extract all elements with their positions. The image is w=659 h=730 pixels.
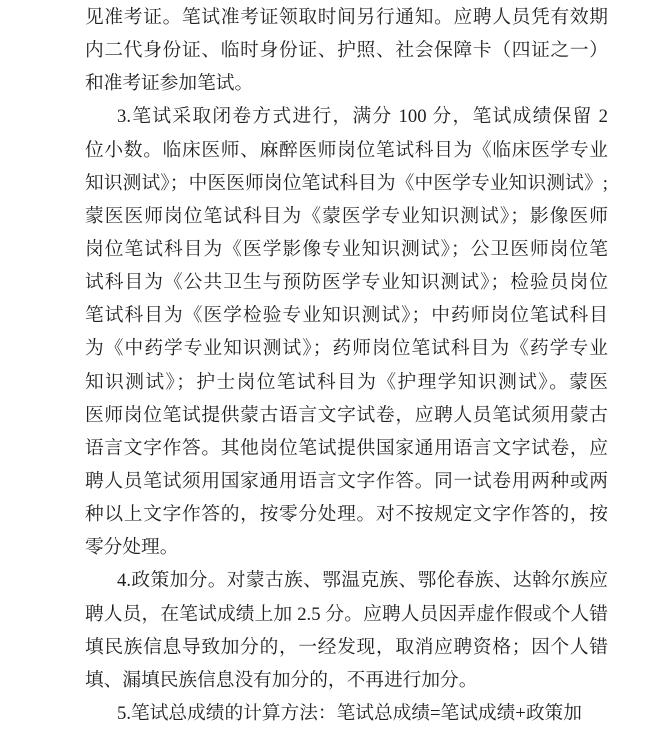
document-text-block <box>85 1 608 730</box>
text-line: 3.笔试采取闭卷方式进行，满分 100 分，笔试成绩保留 2 <box>117 106 608 128</box>
text-line: 岗位笔试科目为《医学影像专业知识测试》；公卫医师岗位笔 <box>85 238 608 260</box>
text-line: 零分处理。 <box>85 537 179 559</box>
text-line: 4.政策加分。对蒙古族、鄂温克族、鄂伦春族、达斡尔族应 <box>117 570 608 592</box>
text-line: 语言文字作答。其他岗位笔试提供国家通用语言文字试卷，应 <box>85 437 608 459</box>
text-line: 聘人员，在笔试成绩上加 2.5 分。应聘人员因弄虚作假或个人错 <box>85 603 608 625</box>
text-line: 5.笔试总成绩的计算方法：笔试总成绩=笔试成绩+政策加 <box>117 702 582 724</box>
text-line: 填、漏填民族信息没有加分的，不再进行加分。 <box>85 669 478 691</box>
text-line: 知识测试》；中医医师岗位笔试科目为《中医学专业知识测试》; <box>85 172 608 194</box>
text-line: 种以上文字作答的，按零分处理。对不按规定文字作答的，按 <box>85 504 608 526</box>
text-line: 试科目为《公共卫生与预防医学专业知识测试》；检验员岗位 <box>85 272 608 294</box>
text-line: 内二代身份证、临时身份证、护照、社会保障卡（四证之一） <box>85 40 608 62</box>
text-line: 知识测试》；护士岗位笔试科目为《护理学知识测试》。蒙医 <box>85 371 608 393</box>
text-line: 医师岗位笔试提供蒙古语言文字试卷，应聘人员笔试须用蒙古 <box>85 404 608 426</box>
text-line: 笔试科目为《医学检验专业知识测试》；中药师岗位笔试科目 <box>85 305 608 327</box>
text-line: 聘人员笔试须用国家通用语言文字作答。同一试卷用两种或两 <box>85 470 608 492</box>
text-line: 位小数。临床医师、麻醉医师岗位笔试科目为《临床医学专业 <box>85 139 608 161</box>
text-line: 蒙医医师岗位笔试科目为《蒙医学专业知识测试》；影像医师 <box>85 205 608 227</box>
text-line: 为《中药学专业知识测试》；药师岗位笔试科目为《药学专业 <box>85 338 608 360</box>
text-line: 见准考证。笔试准考证领取时间另行通知。应聘人员凭有效期 <box>85 7 608 28</box>
text-line: 填民族信息导致加分的，一经发现，取消应聘资格；因个人错 <box>85 636 608 658</box>
text-line: 和准考证参加笔试。 <box>85 73 254 95</box>
